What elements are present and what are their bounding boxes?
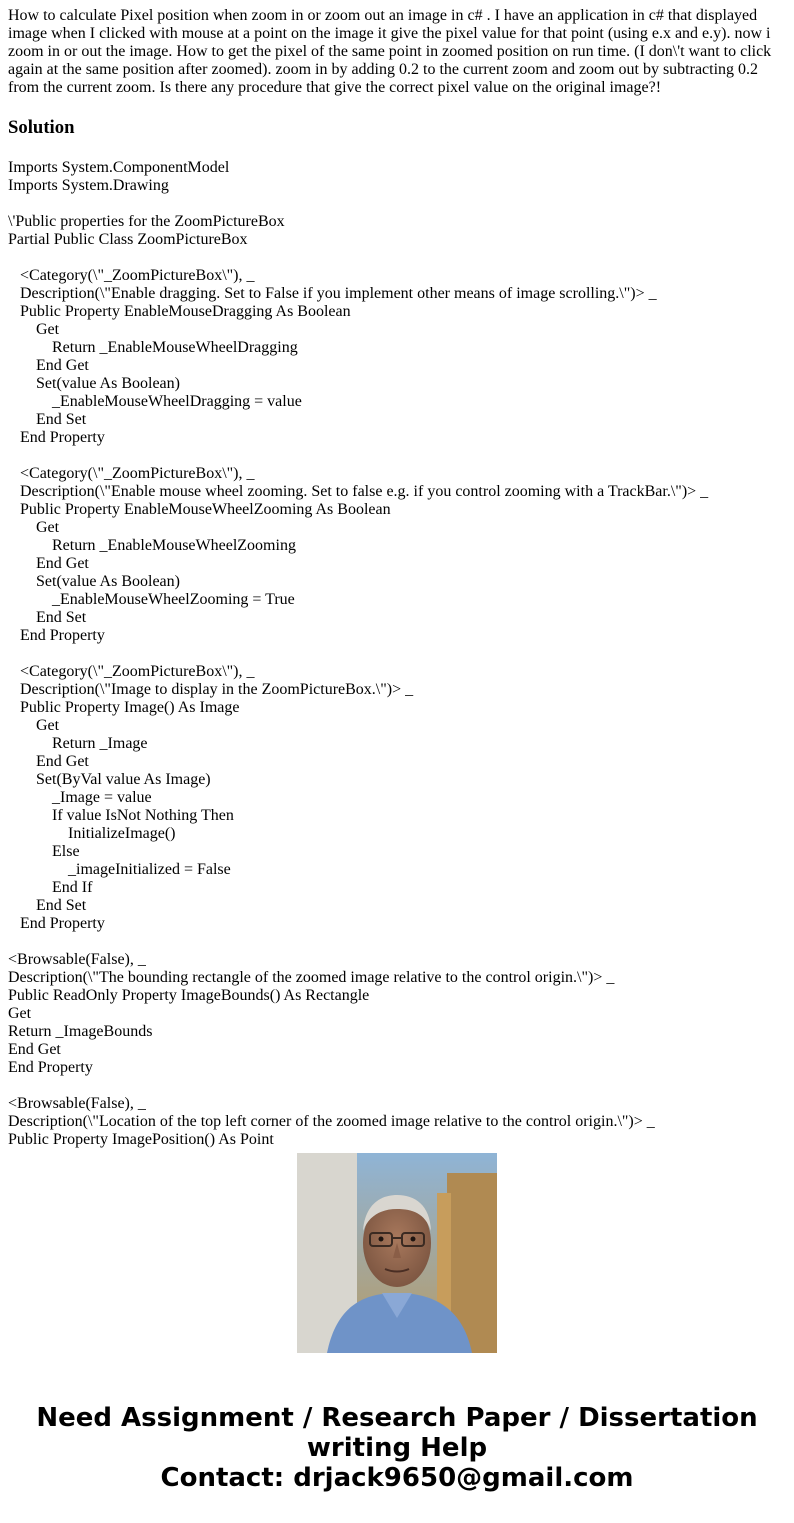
code-line: End Property [8,1059,93,1076]
footer-banner [0,1403,794,1493]
code-line: End Get [8,555,89,572]
code-line: Get [8,717,60,734]
post-content [8,7,786,1148]
code-line: End Get [8,1041,61,1058]
code-line: Public Property ImagePosition() As Point [8,1131,274,1148]
code-line: Get [8,519,60,536]
code-line: <Browsable(False), _ [8,951,146,968]
code-line: _EnableMouseWheelDragging = value [8,393,302,410]
code-line: InitializeImage() [8,825,176,842]
code-line: Public ReadOnly Property ImageBounds() As Rectangle [8,987,370,1004]
code-line: _Image = value [8,789,152,806]
code-line: Get [8,1005,32,1022]
code-line: <Category(\"_ZoomPictureBox\"), _ [8,267,255,284]
code-block [8,159,786,1149]
solution-heading: Solution [8,117,75,138]
code-line: Imports System.ComponentModel [8,159,230,176]
code-line: Return _Image [8,735,148,752]
code-line: <Category(\"_ZoomPictureBox\"), _ [8,465,255,482]
code-line [8,645,786,663]
code-line: Description(\"Enable mouse wheel zooming. Set to false e.g. if you control zooming with a TrackBar.\")> _ [8,483,709,500]
code-line [8,249,786,267]
code-line: End Set [8,897,87,914]
code-line: _imageInitialized = False [8,861,231,878]
question-text: How to calculate Pixel position when zoom in or zoom out an image in c# . I have an application in c# that displayed image when I clicked with mouse at a point on the image it give the pixel value for that point (using e.x and e.y). now i zoom in or out the image. How to get the pixel of the same point in zoomed position on run time. (I don\'t want to click again at the same position after zoomed). zoom in by adding 0.2 to the current zoom and zoom out by subtracting 0.2 from the current zoom. Is there any procedure that give the correct pixel value on the original image?! [8,7,772,96]
code-line: Public Property Image() As Image [8,699,240,716]
code-line: Set(value As Boolean) [8,573,180,590]
code-line: Set(value As Boolean) [8,375,180,392]
code-line: Public Property EnableMouseDragging As Boolean [8,303,351,320]
code-line: _EnableMouseWheelZooming = True [8,591,295,608]
code-line: End Property [8,429,105,446]
code-line: Return _EnableMouseWheelZooming [8,537,296,554]
code-line: <Category(\"_ZoomPictureBox\"), _ [8,663,255,680]
code-line: End Get [8,357,89,374]
code-line: Description(\"Image to display in the ZoomPictureBox.\")> _ [8,681,414,698]
code-line: End Set [8,411,87,428]
footer-contact: Contact: drjack9650@gmail.com [160,1463,634,1493]
code-line [8,933,786,951]
code-line: \'Public properties for the ZoomPictureBox [8,213,285,230]
code-line: Partial Public Class ZoomPictureBox [8,231,248,248]
code-line: End Property [8,915,105,932]
code-line: Else [8,843,80,860]
code-line: End Get [8,753,89,770]
code-line: If value IsNot Nothing Then [8,807,234,824]
code-line: Set(ByVal value As Image) [8,771,211,788]
code-line: <Browsable(False), _ [8,1095,146,1112]
code-line: Description(\"Location of the top left corner of the zoomed image relative to the control origin.\")> _ [8,1113,655,1130]
footer-line-1: Need Assignment / Research Paper / Dissertation [36,1403,758,1433]
author-avatar [297,1153,497,1353]
code-line: Imports System.Drawing [8,177,169,194]
code-line: Public Property EnableMouseWheelZooming As Boolean [8,501,391,518]
code-line: Description(\"Enable dragging. Set to False if you implement other means of image scrolling.\")> _ [8,285,657,302]
code-line [8,1077,786,1095]
footer-line-2: writing Help [306,1433,488,1463]
code-line: End Property [8,627,105,644]
code-line: Return _ImageBounds [8,1023,153,1040]
author-portrait-image [297,1153,497,1353]
code-line: End If [8,879,93,896]
code-line: End Set [8,609,87,626]
code-line [8,195,786,213]
code-line: Get [8,321,60,338]
code-line: Return _EnableMouseWheelDragging [8,339,298,356]
code-line: Description(\"The bounding rectangle of the zoomed image relative to the control origin.\")> _ [8,969,615,986]
code-line [8,447,786,465]
